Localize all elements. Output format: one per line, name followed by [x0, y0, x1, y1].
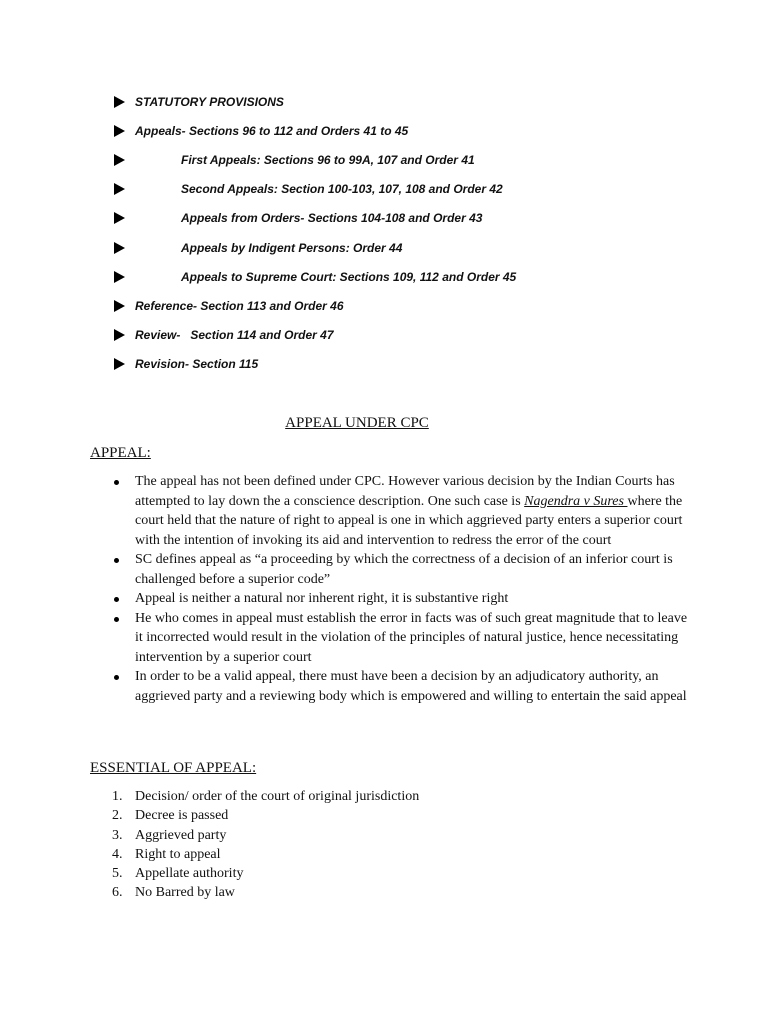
item-number: 3. [112, 827, 123, 843]
bullet-text: In order to be a valid appeal, there must have been a decision by an adjudicatory authority, an aggrieved party and a reviewing body which is empowered and willing to entertain the said appeal [135, 669, 687, 704]
bullet-text: where the court held that the nature of right to appeal is one in which aggrieved party enters a superior court with the intention of invoking its aid and intervention to redress the error of the court [135, 493, 683, 548]
item-text: Right to appeal [135, 846, 221, 862]
bullet-dot-icon [114, 558, 119, 563]
item-text: Aggrieved party [135, 827, 227, 843]
arrow-bullet-icon [114, 358, 125, 370]
item-text: Appellate authority [135, 866, 244, 882]
arrow-bullet-icon [114, 329, 125, 341]
arrow-bullet-icon [114, 125, 125, 137]
provision-line: Review- Section 114 and Order 47 [114, 325, 334, 345]
provision-line: Second Appeals: Section 100-103, 107, 108 and Order 42 [114, 179, 503, 199]
list-item [90, 806, 590, 825]
provision-line: Revision- Section 115 [114, 354, 258, 374]
list-item [90, 845, 590, 864]
bullet-text: SC defines appeal as “a proceeding by which the correctness of a decision of an inferior court is challenged before a superior code” [135, 552, 673, 587]
list-item [90, 472, 690, 550]
item-text: Decree is passed [135, 808, 229, 824]
bullet-dot-icon [114, 617, 119, 622]
essentials-list [90, 787, 590, 903]
provision-line: Appeals to Supreme Court: Sections 109, 112 and Order 45 [114, 267, 516, 287]
case-name: Nagendra v Sures [524, 493, 628, 509]
item-number: 5. [112, 866, 123, 882]
provision-line: Reference- Section 113 and Order 46 [114, 296, 344, 316]
arrow-bullet-icon [114, 300, 125, 312]
provision-line: First Appeals: Sections 96 to 99A, 107 and Order 41 [114, 150, 475, 170]
arrow-bullet-icon [114, 96, 125, 108]
appeal-bullet-list [90, 472, 690, 706]
arrow-bullet-icon [114, 242, 125, 254]
bullet-dot-icon [114, 597, 119, 602]
bullet-dot-icon [114, 480, 119, 485]
list-item [90, 589, 690, 609]
essential-label: ESSENTIAL OF APPEAL: [90, 760, 257, 776]
bullet-text: He who comes in appeal must establish the error in facts was of such great magnitude that to leave it incorrected would result in the violation of the principles of natural justice, hence necessitating intervention by a superior court [135, 610, 688, 665]
item-text: No Barred by law [135, 885, 235, 901]
provision-line: Appeals from Orders- Sections 104-108 and Order 43 [114, 208, 482, 228]
appeal-label: APPEAL: [90, 445, 151, 461]
item-number: 4. [112, 846, 123, 862]
bullet-dot-icon [114, 675, 119, 680]
bullet-text: Appeal is neither a natural nor inherent right, it is substantive right [135, 591, 509, 606]
item-number: 2. [112, 808, 123, 824]
list-item [90, 787, 590, 806]
arrow-bullet-icon [114, 212, 125, 224]
list-item [90, 826, 590, 845]
item-number: 1. [112, 789, 123, 804]
bullet-text: The appeal has not been defined under CPC. However various decision by the Indian Courts has attempted to lay down the a conscience description. One such case is [135, 474, 675, 509]
list-item [90, 550, 690, 589]
provision-line: Appeals by Indigent Persons: Order 44 [114, 238, 402, 258]
provision-line: STATUTORY PROVISIONS [114, 92, 284, 112]
list-item [90, 864, 590, 883]
list-item [90, 883, 590, 902]
arrow-bullet-icon [114, 271, 125, 283]
item-number: 6. [112, 885, 123, 901]
list-item [90, 667, 690, 706]
arrow-bullet-icon [114, 183, 125, 195]
list-item [90, 609, 690, 668]
item-text: Decision/ order of the court of original jurisdiction [135, 789, 420, 804]
page-title: APPEAL UNDER CPC [285, 415, 429, 431]
provision-line: Appeals- Sections 96 to 112 and Orders 41 to 45 [114, 121, 408, 141]
arrow-bullet-icon [114, 154, 125, 166]
